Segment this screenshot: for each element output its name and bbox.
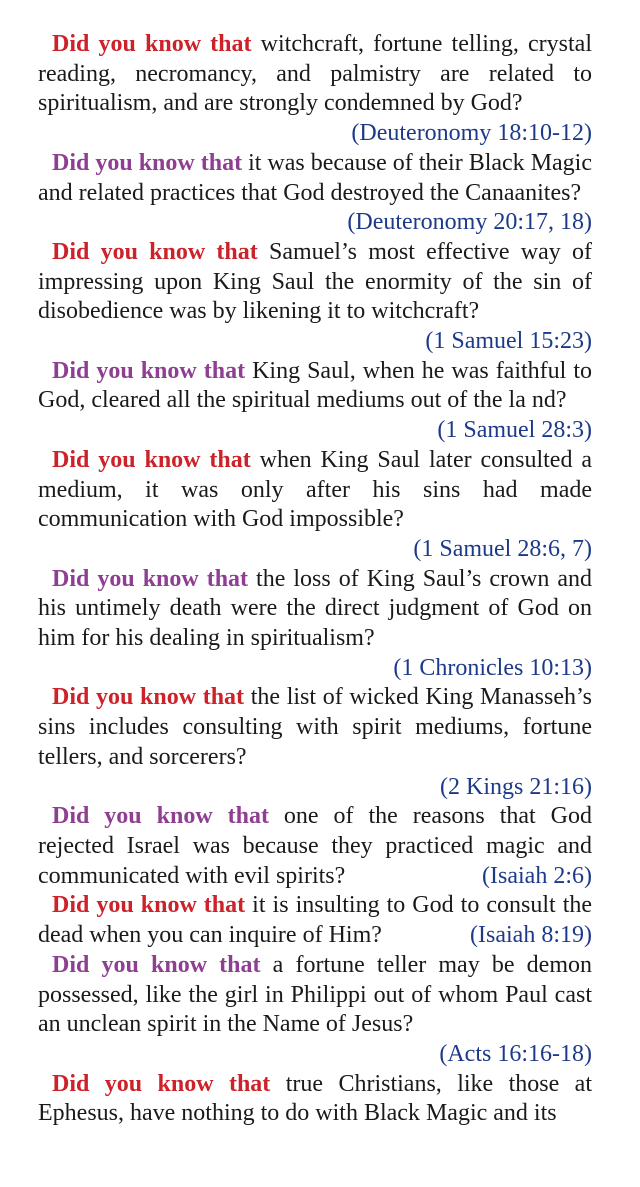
fact-entry [38,238,592,357]
scripture-reference: (Deuteronomy 18:10-12) [351,120,592,147]
fact-lead: Did you know that [52,31,252,57]
fact-body: the list of wicked King Manasseh’s sins includes consulting with spirit mediums, fortune tellers, and sorcerers? [38,684,593,770]
fact-lead: Did you know that [52,1070,271,1097]
scripture-reference: (Deuteronomy 20:17, 18) [347,209,592,236]
fact-entry [38,891,592,950]
scripture-reference: (Isaiah 2:6) [482,862,592,889]
fact-entry [38,30,592,149]
scripture-reference: (Acts 16:16-18) [439,1040,592,1067]
fact-lead: Did you know that [52,238,258,265]
scripture-reference: (Isaiah 8:19) [470,922,592,949]
fact-lead: Did you know that [52,951,261,978]
fact-entry [38,802,592,891]
fact-lead: Did you know that [52,803,269,830]
fact-body: one of the reasons that God rejected Israel was because they practiced magic and communicated with evil spirits? [38,803,593,889]
fact-lead: Did you know that [52,684,245,711]
fact-lead: Did you know that [52,892,246,919]
fact-lead: Did you know that [52,565,249,592]
fact-body: true Christians, like those at Ephesus, have nothing to do with Black Magic and its [38,1070,592,1127]
fact-body: the loss of King Saul’s crown and his untimely death were the direct judgment of God on him for his dealing in spiritualism? [38,565,592,652]
fact-entry [38,1070,592,1129]
fact-body: it is insulting to God to consult the dead when you can inquire of Him? [38,892,593,949]
fact-body: King Saul, when he was faithful to God, cleared all the spiritual mediums out of the la nd? [38,357,592,414]
fact-entry [38,357,592,446]
fact-entry [38,683,592,802]
fact-lead: Did you know that [52,357,246,384]
fact-lead: Did you know that [52,446,251,473]
fact-body: when King Saul later consulted a medium, it was only after his sins had made communication with God impossible? [38,446,592,533]
fact-body: Samuel’s most effective way of impressing upon King Saul the enormity of the sin of disobedience was by likening it to witchcraft? [38,238,593,325]
scripture-reference: (2 Kings 21:16) [440,773,592,800]
scripture-reference: (1 Samuel 28:6, 7) [413,535,592,562]
fact-body: witchcraft, fortune telling, crystal reading, necromancy, and palmistry are related to spiritualism, and are strongly condemned by God? [38,31,592,117]
fact-lead: Did you know that [52,149,243,176]
scripture-reference: (1 Chronicles 10:13) [393,654,592,681]
scripture-reference: (1 Samuel 15:23) [425,328,592,355]
fact-entry [38,565,592,684]
scripture-reference: (1 Samuel 28:3) [437,417,592,444]
fact-body: it was because of their Black Magic and related practices that God destroyed the Canaanites? [38,149,593,206]
fact-body: a fortune teller may be demon possessed, like the girl in Philippi out of whom Paul cast an unclean spirit in the Name of Jesus? [38,951,592,1038]
fact-entry [38,446,592,565]
fact-entry [38,951,592,1070]
fact-entry [38,149,592,238]
